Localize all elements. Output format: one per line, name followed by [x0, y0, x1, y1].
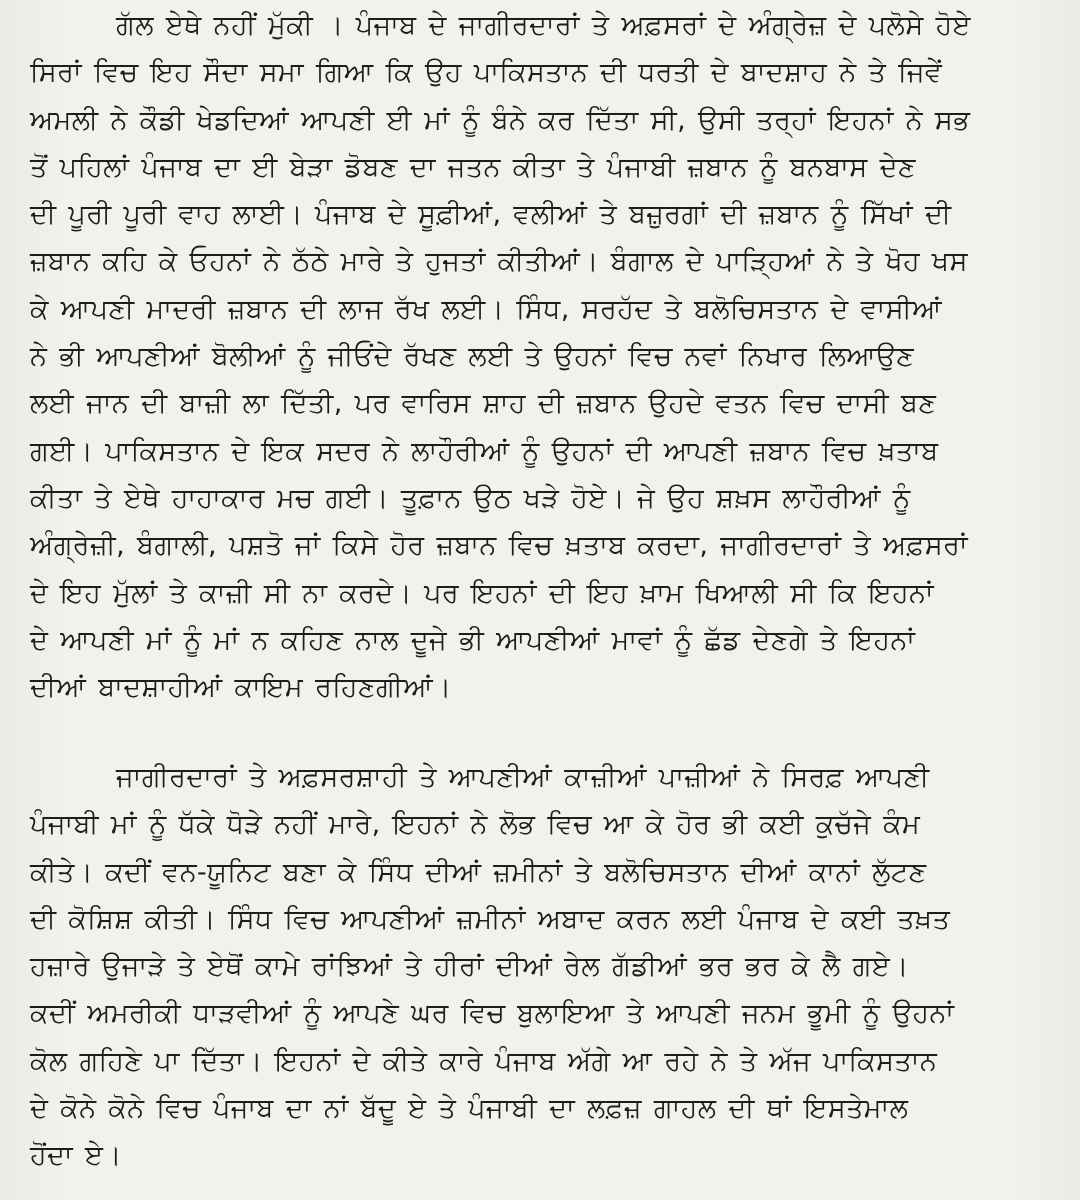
- text-line: ਕਦੀਂ ਅਮਰੀਕੀ ਧਾੜਵੀਆਂ ਨੂੰ ਆਪਣੇ ਘਰ ਵਿਚ ਬੁਲਾਇਆ ਤੇ ਆਪਣੀ ਜਨਮ ਭੂਮੀ ਨੂੰ ਉਹਨਾਂ: [30, 998, 955, 1030]
- paragraph-1: [30, 2, 1060, 711]
- text-line: ਗਈ। ਪਾਕਿਸਤਾਨ ਦੇ ਇਕ ਸਦਰ ਨੇ ਲਾਹੌਰੀਆਂ ਨੂੰ ਉਹਨਾਂ ਦੀ ਆਪਣੀ ਜ਼ਬਾਨ ਵਿਚ ਖ਼ਤਾਬ: [30, 435, 939, 467]
- text-line: ਗੱਲ ਏਥੇ ਨਹੀਂ ਮੁੱਕੀ । ਪੰਜਾਬ ਦੇ ਜਾਗੀਰਦਾਰਾਂ ਤੇ ਅਫ਼ਸਰਾਂ ਦੇ ਅੰਗ੍ਰੇਜ਼ ਦੇ ਪਲੋਸੇ ਹੋਏ: [116, 10, 971, 41]
- text-line: ਹੋਂਦਾ ਏ।: [30, 1140, 122, 1172]
- text-line: ਤੋਂ ਪਹਿਲਾਂ ਪੰਜਾਬ ਦਾ ਈ ਬੇੜਾ ਡੋਬਣ ਦਾ ਜਤਨ ਕੀਤਾ ਤੇ ਪੰਜਾਬੀ ਜ਼ਬਾਨ ਨੂੰ ਬਨਬਾਸ ਦੇਣ: [30, 151, 916, 183]
- text-line: ਦੇ ਇਹ ਮੁੱਲਾਂ ਤੇ ਕਾਜ਼ੀ ਸੀ ਨਾ ਕਰਦੇ। ਪਰ ਇਹਨਾਂ ਦੀ ਇਹ ਖ਼ਾਮ ਖਿਆਲੀ ਸੀ ਕਿ ਇਹਨਾਂ: [30, 577, 934, 609]
- text-line: ਦੀ ਕੋਸ਼ਿਸ਼ ਕੀਤੀ। ਸਿੰਧ ਵਿਚ ਆਪਣੀਆਂ ਜ਼ਮੀਨਾਂ ਅਬਾਦ ਕਰਨ ਲਈ ਪੰਜਾਬ ਦੇ ਕਈ ਤਖ਼ਤ: [30, 903, 951, 935]
- text-line: ਨੇ ਭੀ ਆਪਣੀਆਂ ਬੋਲੀਆਂ ਨੂੰ ਜੀਓਂਦੇ ਰੱਖਣ ਲਈ ਤੇ ਉਹਨਾਂ ਵਿਚ ਨਵਾਂ ਨਿਖਾਰ ਲਿਆਉਣ: [30, 341, 915, 373]
- text-line: ਅੰਗ੍ਰੇਜ਼ੀ, ਬੰਗਾਲੀ, ਪਸ਼ਤੋ ਜਾਂ ਕਿਸੇ ਹੋਰ ਜ਼ਬਾਨ ਵਿਚ ਖ਼ਤਾਬ ਕਰਦਾ, ਜਾਗੀਰਦਾਰਾਂ ਤੇ ਅਫ਼ਸਰਾਂ: [30, 530, 968, 562]
- text-line: ਕੀਤਾ ਤੇ ਏਥੇ ਹਾਹਾਕਾਰ ਮਚ ਗਈ। ਤੂਫ਼ਾਨ ਉਠ ਖੜੇ ਹੋਏ। ਜੇ ਉਹ ਸ਼ਖ਼ਸ ਲਾਹੌਰੀਆਂ ਨੂੰ: [30, 482, 911, 514]
- text-line: ਸਿਰਾਂ ਵਿਚ ਇਹ ਸੌਦਾ ਸਮਾ ਗਿਆ ਕਿ ਉਹ ਪਾਕਿਸਤਾਨ ਦੀ ਧਰਤੀ ਦੇ ਬਾਦਸ਼ਾਹ ਨੇ ਤੇ ਜਿਵੇਂ: [30, 57, 943, 89]
- text-line: ਕੋਲ ਗਹਿਣੇ ਪਾ ਦਿੱਤਾ। ਇਹਨਾਂ ਦੇ ਕੀਤੇ ਕਾਰੇ ਪੰਜਾਬ ਅੱਗੇ ਆ ਰਹੇ ਨੇ ਤੇ ਅੱਜ ਪਾਕਿਸਤਾਨ: [30, 1045, 938, 1077]
- text-line: ਦੇ ਕੋਨੇ ਕੋਨੇ ਵਿਚ ਪੰਜਾਬ ਦਾ ਨਾਂ ਬੱਦੂ ਏ ਤੇ ਪੰਜਾਬੀ ਦਾ ਲਫ਼ਜ਼ ਗਾਹਲ ਦੀ ਥਾਂ ਇਸਤੇਮਾਲ: [30, 1093, 909, 1125]
- text-line: ਦੀਆਂ ਬਾਦਸ਼ਾਹੀਆਂ ਕਾਇਮ ਰਹਿਣਗੀਆਂ।: [30, 672, 452, 704]
- text-line: ਲਈ ਜਾਨ ਦੀ ਬਾਜ਼ੀ ਲਾ ਦਿੱਤੀ, ਪਰ ਵਾਰਿਸ ਸ਼ਾਹ ਦੀ ਜ਼ਬਾਨ ਉਹਦੇ ਵਤਨ ਵਿਚ ਦਾਸੀ ਬਣ: [30, 388, 937, 420]
- paragraph-2: [30, 754, 1060, 1180]
- text-line: ਜ਼ਬਾਨ ਕਹਿ ਕੇ ਓਹਨਾਂ ਨੇ ਠੱਠੇ ਮਾਰੇ ਤੇ ਹੁਜਤਾਂ ਕੀਤੀਆਂ। ਬੰਗਾਲ ਦੇ ਪਾੜ੍ਹਿਆਂ ਨੇ ਤੇ ਖੋਹ ਖਸ: [30, 246, 968, 278]
- text-line: ਕੇ ਆਪਣੀ ਮਾਦਰੀ ਜ਼ਬਾਨ ਦੀ ਲਾਜ ਰੱਖ ਲਈ। ਸਿੰਧ, ਸਰਹੱਦ ਤੇ ਬਲੋਚਿਸਤਾਨ ਦੇ ਵਾਸੀਆਂ: [30, 293, 942, 325]
- text-line: ਦੇ ਆਪਣੀ ਮਾਂ ਨੂੰ ਮਾਂ ਨ ਕਹਿਣ ਨਾਲ ਦੂਜੇ ਭੀ ਆਪਣੀਆਂ ਮਾਵਾਂ ਨੂੰ ਛੱਡ ਦੇਣਗੇ ਤੇ ਇਹਨਾਂ: [30, 624, 916, 656]
- text-line: ਜਾਗੀਰਦਾਰਾਂ ਤੇ ਅਫ਼ਸਰਸ਼ਾਹੀ ਤੇ ਆਪਣੀਆਂ ਕਾਜ਼ੀਆਂ ਪਾਜ਼ੀਆਂ ਨੇ ਸਿਰਫ਼ ਆਪਣੀ: [116, 762, 930, 793]
- text-line: ਕੀਤੇ। ਕਦੀਂ ਵਨ-ਯੂਨਿਟ ਬਣਾ ਕੇ ਸਿੰਧ ਦੀਆਂ ਜ਼ਮੀਨਾਂ ਤੇ ਬਲੋਚਿਸਤਾਨ ਦੀਆਂ ਕਾਨਾਂ ਲੁੱਟਣ: [30, 856, 927, 888]
- text-line: ਹਜ਼ਾਰੇ ਉਜਾੜੇ ਤੇ ਏਥੋਂ ਕਾਮੇ ਰਾਂਝਿਆਂ ਤੇ ਹੀਰਾਂ ਦੀਆਂ ਰੇਲ ਗੱਡੀਆਂ ਭਰ ਭਰ ਕੇ ਲੈ ਗਏ।: [30, 951, 909, 983]
- text-line: ਦੀ ਪੂਰੀ ਪੂਰੀ ਵਾਹ ਲਾਈ। ਪੰਜਾਬ ਦੇ ਸੂਫ਼ੀਆਂ, ਵਲੀਆਂ ਤੇ ਬਜ਼ੁਰਗਾਂ ਦੀ ਜ਼ਬਾਨ ਨੂੰ ਸਿੱਖਾਂ ਦੀ: [30, 199, 952, 231]
- text-line: ਅਮਲੀ ਨੇ ਕੌਡੀ ਖੇਡਦਿਆਂ ਆਪਣੀ ਈ ਮਾਂ ਨੂੰ ਬੰਨੇ ਕਰ ਦਿੱਤਾ ਸੀ, ਉਸੀ ਤਰ੍ਹਾਂ ਇਹਨਾਂ ਨੇ ਸਭ: [30, 104, 971, 136]
- text-line: ਪੰਜਾਬੀ ਮਾਂ ਨੂੰ ਧੱਕੇ ਧੋੜੇ ਨਹੀਂ ਮਾਰੇ, ਇਹਨਾਂ ਨੇ ਲੋਭ ਵਿਚ ਆ ਕੇ ਹੋਰ ਭੀ ਕਈ ਕੁਚੱਜੇ ਕੰਮ: [30, 809, 921, 841]
